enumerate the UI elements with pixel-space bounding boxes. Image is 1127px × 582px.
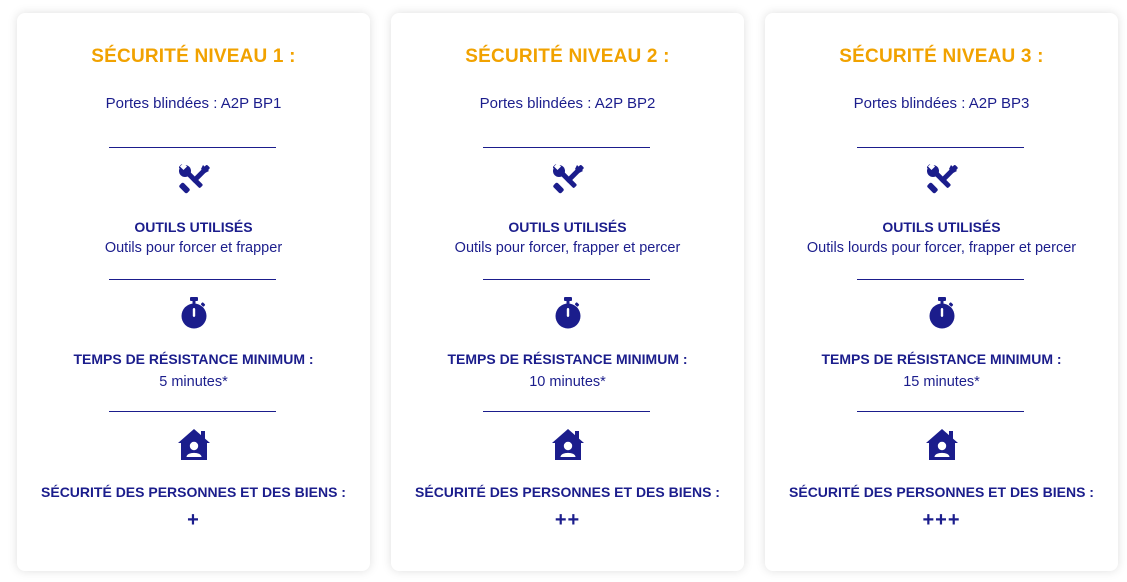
safety-label: SÉCURITÉ DES PERSONNES ET DES BIENS : — [415, 484, 720, 500]
safety-value: +++ — [922, 509, 961, 531]
time-value: 10 minutes* — [529, 374, 606, 390]
stopwatch-icon — [550, 295, 586, 331]
divider — [483, 147, 650, 148]
tools-icon — [924, 162, 960, 198]
time-value: 5 minutes* — [159, 374, 228, 390]
safety-value: ++ — [554, 509, 581, 531]
time-label: TEMPS DE RÉSISTANCE MINIMUM : — [821, 351, 1062, 367]
tools-value: Outils lourds pour forcer, frapper et percer — [806, 240, 1077, 256]
time-label: TEMPS DE RÉSISTANCE MINIMUM : — [447, 351, 688, 367]
card-title: SÉCURITÉ NIVEAU 3 : — [839, 46, 1044, 67]
home-person-icon — [924, 427, 960, 463]
divider — [483, 279, 650, 280]
divider — [857, 411, 1024, 412]
divider — [857, 147, 1024, 148]
time-value: 15 minutes* — [903, 374, 980, 390]
card-subtitle: Portes blindées : A2P BP3 — [853, 95, 1030, 112]
security-level-card-3 — [765, 13, 1118, 571]
divider — [483, 411, 650, 412]
tools-value: Outils pour forcer, frapper et percer — [454, 240, 681, 256]
time-label: TEMPS DE RÉSISTANCE MINIMUM : — [73, 351, 314, 367]
stopwatch-icon — [924, 295, 960, 331]
divider — [109, 279, 276, 280]
tools-label: OUTILS UTILISÉS — [508, 219, 627, 235]
stopwatch-icon — [176, 295, 212, 331]
home-person-icon — [550, 427, 586, 463]
security-level-card-2 — [391, 13, 744, 571]
divider — [857, 279, 1024, 280]
tools-label: OUTILS UTILISÉS — [134, 219, 253, 235]
divider — [109, 147, 276, 148]
tools-icon — [550, 162, 586, 198]
divider — [109, 411, 276, 412]
security-level-card-1 — [17, 13, 370, 571]
tools-label: OUTILS UTILISÉS — [882, 219, 1001, 235]
tools-value: Outils pour forcer et frapper — [104, 240, 283, 256]
tools-icon — [176, 162, 212, 198]
home-person-icon — [176, 427, 212, 463]
safety-value: + — [187, 509, 200, 531]
card-title: SÉCURITÉ NIVEAU 1 : — [91, 46, 296, 67]
safety-label: SÉCURITÉ DES PERSONNES ET DES BIENS : — [789, 484, 1094, 500]
card-subtitle: Portes blindées : A2P BP2 — [479, 95, 656, 112]
card-title: SÉCURITÉ NIVEAU 2 : — [465, 46, 670, 67]
card-subtitle: Portes blindées : A2P BP1 — [105, 95, 282, 112]
safety-label: SÉCURITÉ DES PERSONNES ET DES BIENS : — [41, 484, 346, 500]
